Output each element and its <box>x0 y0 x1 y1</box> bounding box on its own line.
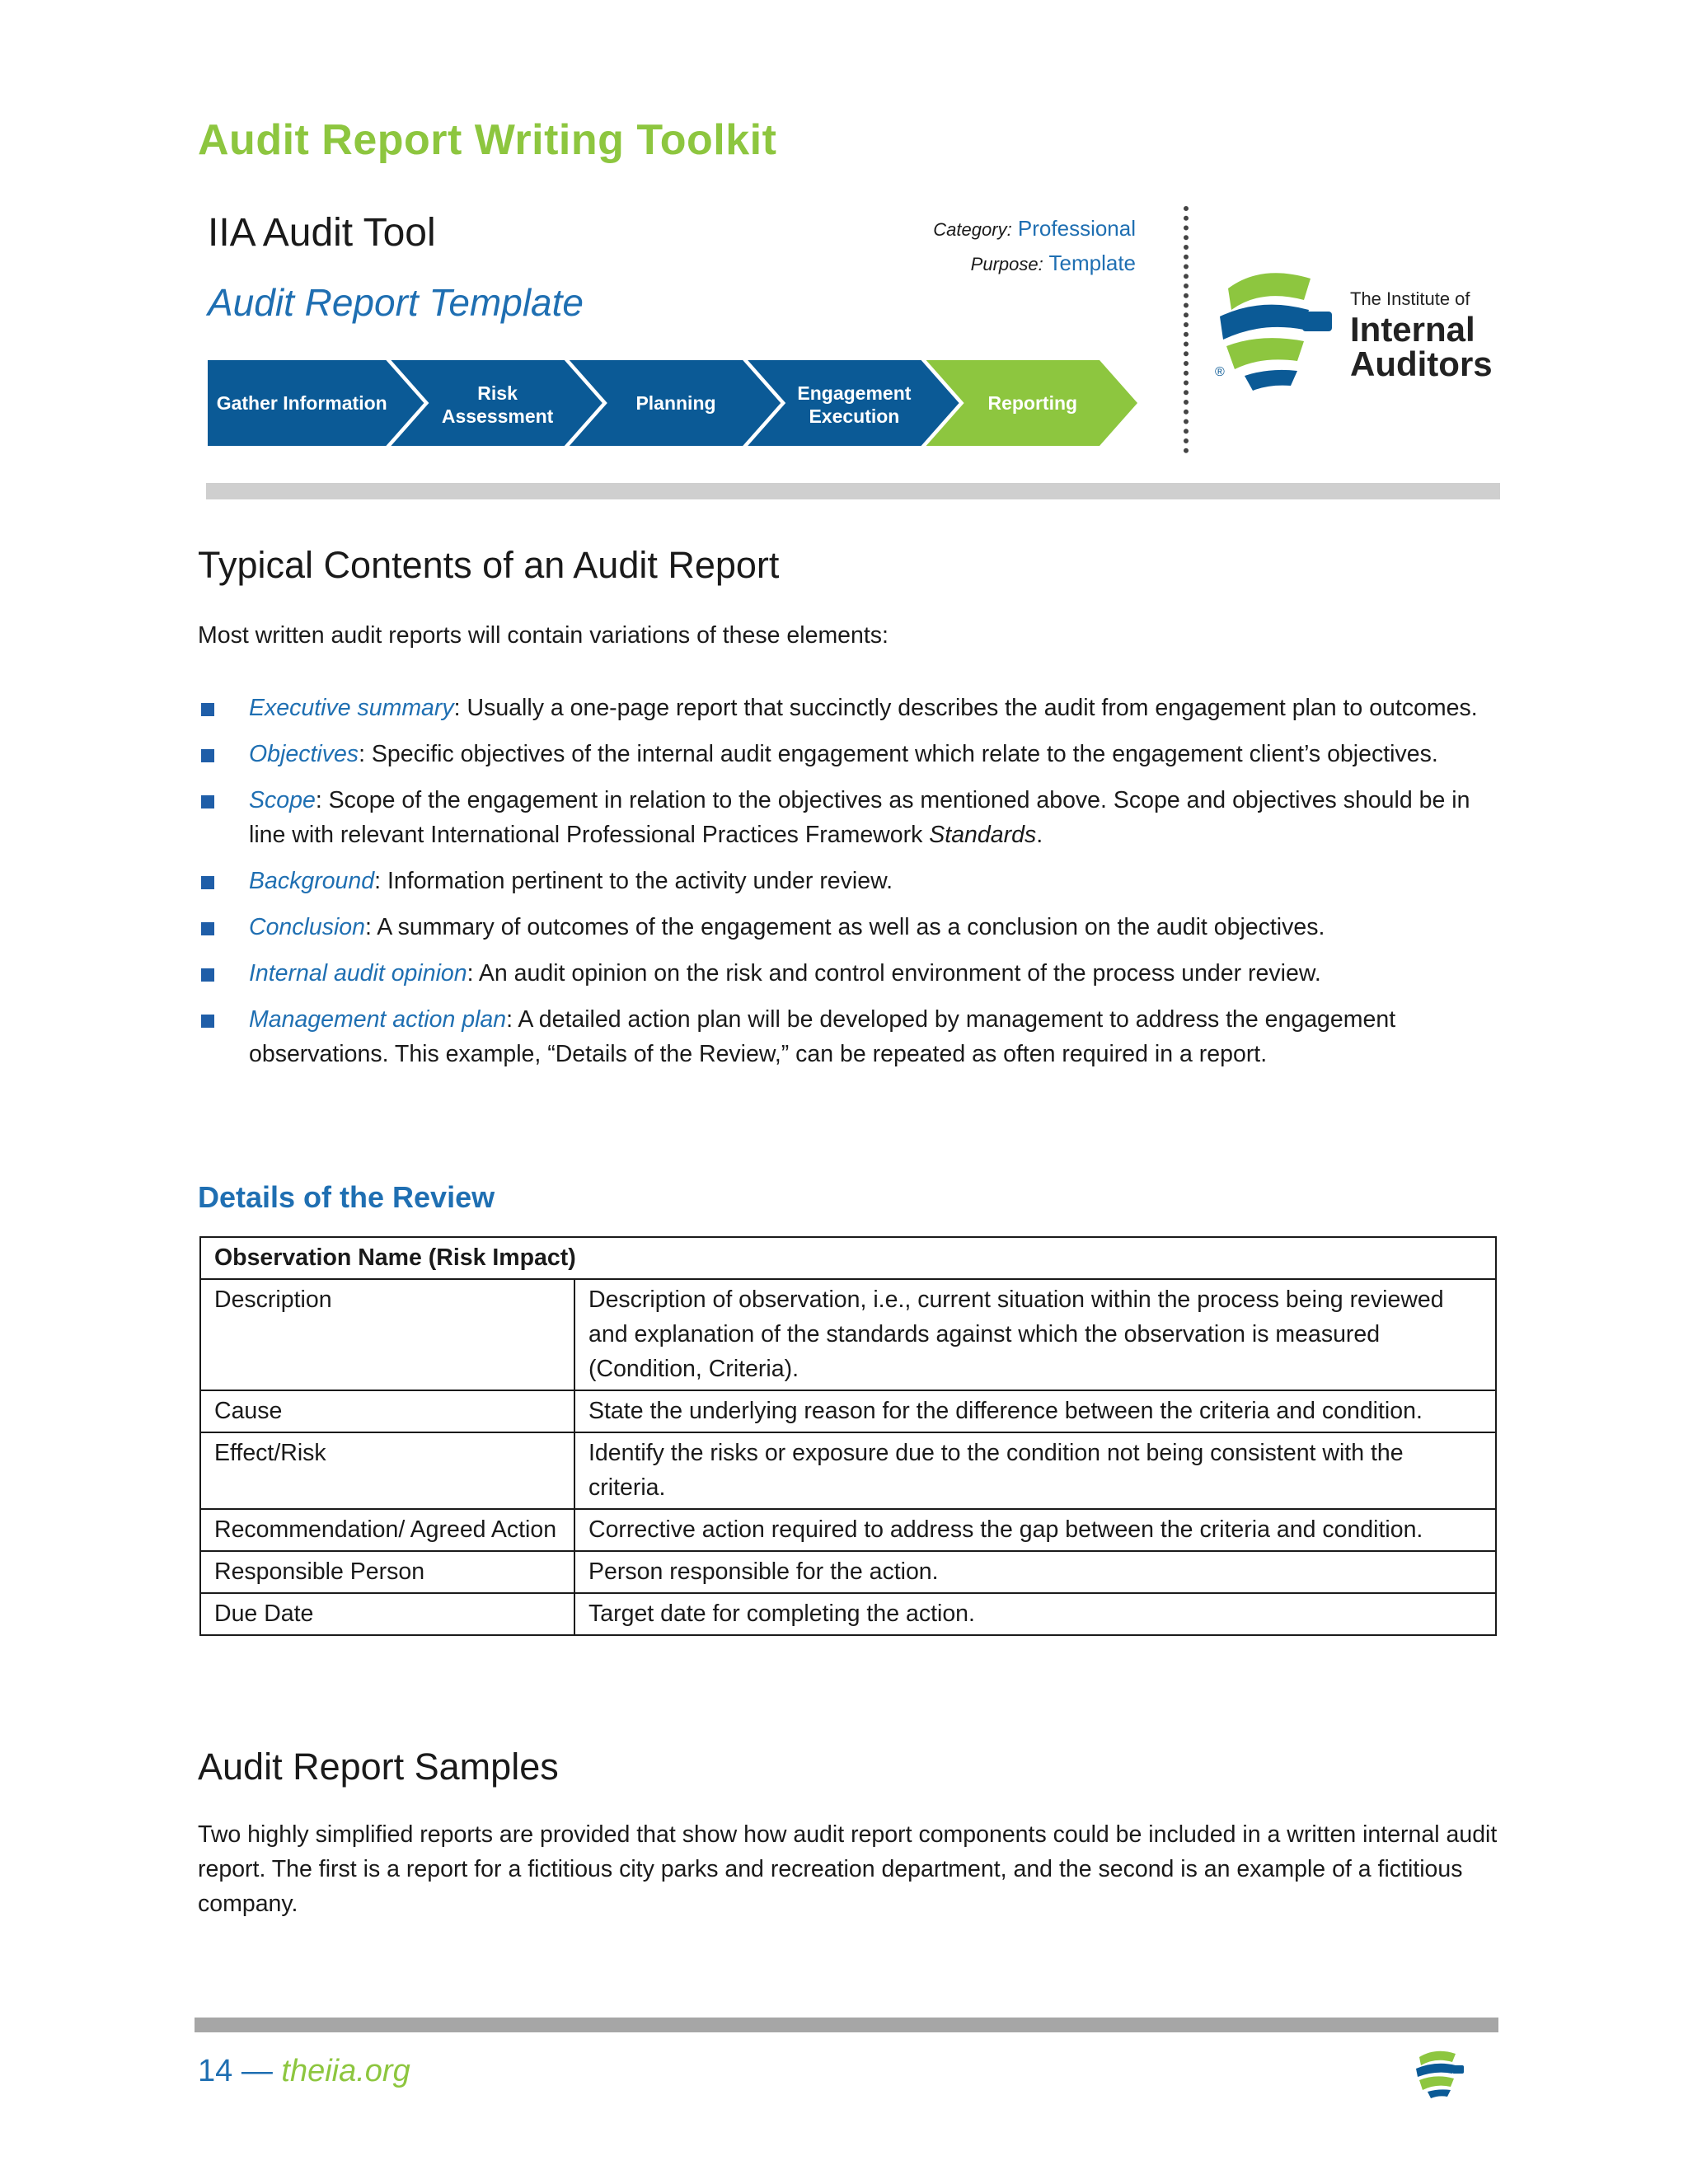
header-rule <box>206 483 1500 499</box>
logo-line1: The Institute of <box>1350 288 1470 309</box>
list-item-text: : An audit opinion on the risk and control environment of the process under review. <box>467 960 1321 987</box>
category-meta <box>933 216 1136 241</box>
table-row <box>200 1551 1496 1593</box>
row-value: Description of observation, i.e., current situation within the process being reviewed and explanation of the standards against which the observation is measured (Condition, Criteria). <box>574 1279 1496 1390</box>
square-bullet-icon <box>201 703 214 716</box>
list-item-term: Management action plan <box>249 1006 507 1033</box>
list-item-text: : A summary of outcomes of the engagement as well as a conclusion on the audit objectives. <box>365 914 1325 940</box>
process-step-label-4: Engagement <box>797 382 912 404</box>
footer-logo <box>1411 2047 1469 2098</box>
row-label: Due Date <box>200 1593 574 1635</box>
contents-heading: Typical Contents of an Audit Report <box>198 544 780 586</box>
globe-logo-icon <box>1220 273 1332 391</box>
square-bullet-icon <box>201 749 214 762</box>
row-value: Identify the risks or exposure due to the condition not being consistent with the criteria. <box>574 1432 1496 1509</box>
list-item-text: : Information pertinent to the activity under review. <box>374 868 893 894</box>
list-item-term: Background <box>249 868 375 894</box>
process-step-label-2: Risk <box>477 382 518 404</box>
list-item <box>198 737 1500 771</box>
process-step-label-1: Gather Information <box>216 392 387 414</box>
process-step-label-5: Reporting <box>987 392 1078 414</box>
toolkit-title: Audit Report Writing Toolkit <box>198 116 777 164</box>
row-label: Recommendation/ Agreed Action <box>200 1509 574 1551</box>
row-value: Person responsible for the action. <box>574 1551 1496 1593</box>
row-value: Target date for completing the action. <box>574 1593 1496 1635</box>
footer-page-label <box>198 2054 410 2089</box>
review-table <box>199 1236 1497 1636</box>
square-bullet-icon <box>201 795 214 808</box>
globe-logo-icon <box>1416 2051 1464 2098</box>
process-step-label-3: Planning <box>635 392 716 414</box>
row-label: Cause <box>200 1390 574 1432</box>
logo-line3: Auditors <box>1350 344 1492 383</box>
row-value: State the underlying reason for the difference between the criteria and condition. <box>574 1390 1496 1432</box>
table-header-row <box>200 1237 1496 1279</box>
list-item-emphasis: Standards <box>929 822 1037 848</box>
site-link[interactable]: theiia.org <box>281 2054 410 2088</box>
row-label: Effect/Risk <box>200 1432 574 1509</box>
table-header-cell: Observation Name (Risk Impact) <box>200 1237 1496 1279</box>
list-item-text: : A detailed action plan will be developed by management to address the engagement observations. This example, “Details of the Review,” can be repeated as often required in a report. <box>249 1006 1396 1067</box>
category-value: Professional <box>1017 216 1136 241</box>
list-item-term: Conclusion <box>249 914 365 940</box>
list-item-text: : Specific objectives of the internal audit engagement which relate to the engagement client’s objectives. <box>359 741 1438 767</box>
list-item-tail: . <box>1036 822 1043 848</box>
template-title: Audit Report Template <box>208 281 584 324</box>
list-item-term: Internal audit opinion <box>249 960 467 987</box>
square-bullet-icon <box>201 876 214 889</box>
row-value: Corrective action required to address the gap between the criteria and condition. <box>574 1509 1496 1551</box>
process-flow <box>208 360 1137 446</box>
row-label: Description <box>200 1279 574 1390</box>
list-item-term: Executive summary <box>249 695 454 721</box>
list-item <box>198 1002 1500 1071</box>
elements-list <box>198 691 1500 1083</box>
logo-line2: Internal <box>1350 310 1475 349</box>
row-label: Responsible Person <box>200 1551 574 1593</box>
list-item <box>198 956 1500 991</box>
purpose-value: Template <box>1048 251 1136 275</box>
registered-mark: ® <box>1215 365 1225 379</box>
list-item <box>198 783 1500 852</box>
list-item-text: : Usually a one-page report that succinctly describes the audit from engagement plan to outcomes. <box>453 695 1478 721</box>
footer-rule <box>195 2018 1498 2032</box>
purpose-meta <box>971 251 1136 276</box>
table-row <box>200 1279 1496 1390</box>
iia-logo <box>1212 264 1492 396</box>
table-row <box>200 1432 1496 1509</box>
list-item-text: : Scope of the engagement in relation to the objectives as mentioned above. Scope and objectives should be in line with relevant International Professional Practices Framework <box>249 787 1470 848</box>
samples-heading: Audit Report Samples <box>198 1746 559 1788</box>
list-item-term: Objectives <box>249 741 359 767</box>
page-number: 14 — <box>198 2054 273 2088</box>
list-item <box>198 910 1500 944</box>
category-label: Category: <box>933 219 1012 240</box>
header-divider <box>1184 206 1189 453</box>
list-item <box>198 691 1500 725</box>
purpose-label: Purpose: <box>970 254 1043 274</box>
tool-title: IIA Audit Tool <box>208 211 436 255</box>
samples-text: Two highly simplified reports are provided that show how audit report components could be included in a written internal audit report. The first is a report for a fictitious city parks and recreation department, and the second is an example of a fictitious company. <box>198 1821 1498 1917</box>
square-bullet-icon <box>201 922 214 935</box>
process-step-label-2: Assessment <box>441 405 554 427</box>
list-item <box>198 864 1500 898</box>
square-bullet-icon <box>201 968 214 982</box>
table-row <box>200 1390 1496 1432</box>
contents-intro: Most written audit reports will contain variations of these elements: <box>198 622 889 649</box>
details-heading: Details of the Review <box>198 1180 495 1214</box>
table-row <box>200 1593 1496 1635</box>
square-bullet-icon <box>201 1015 214 1028</box>
process-step-label-4: Execution <box>809 405 900 427</box>
list-item-term: Scope <box>249 787 316 813</box>
table-row <box>200 1509 1496 1551</box>
